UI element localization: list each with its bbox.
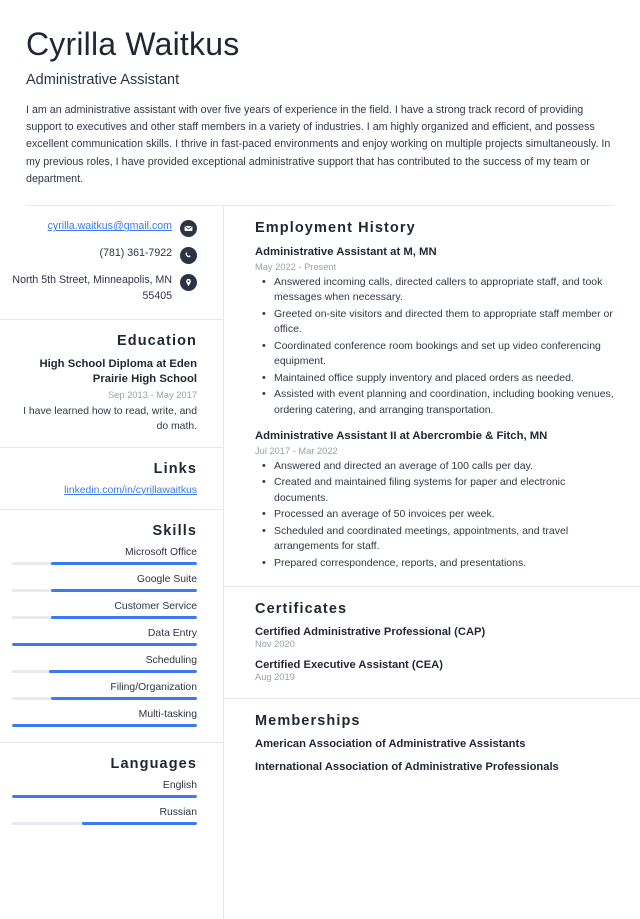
membership-item: American Association of Administrative Assistants [255, 738, 526, 751]
skill-meter-fill [12, 643, 197, 646]
skill-meter-track [12, 670, 197, 673]
language-item [12, 780, 197, 798]
skill-meter-track [12, 589, 197, 592]
contact-section [0, 206, 223, 320]
skill-item [12, 628, 197, 646]
skill-meter-track [12, 697, 197, 700]
address-value: North 5th Street, Minneapolis, MN 55405 [12, 274, 172, 302]
linkedin-link[interactable]: linkedin.com/in/cyrillawaitkus [64, 484, 197, 496]
education-date: Sep 2013 - May 2017 [108, 389, 197, 400]
employment-bullet: • Answered and directed an average of 100 calls per day. [255, 459, 620, 475]
phone-icon [180, 247, 197, 264]
education-heading: Education [117, 333, 197, 350]
education-section [0, 320, 223, 448]
skill-label: Microsoft Office [125, 546, 197, 558]
certificate-entry [255, 626, 620, 649]
certificate-title: Certified Administrative Professional (CAP) [255, 626, 486, 639]
employment-entry [255, 429, 620, 571]
employment-bullet: • Maintained office supply inventory and placed orders as needed. [255, 371, 620, 387]
envelope-icon [180, 220, 197, 237]
employment-bullet: • Processed an average of 50 invoices per week. [255, 507, 620, 523]
skill-meter-fill [49, 670, 197, 673]
employment-title: Administrative Assistant at M, MN [255, 246, 437, 259]
location-pin-icon [180, 274, 197, 291]
employment-bullet: • Scheduled and coordinated meetings, appointments, and travel arrangements for staff. [255, 524, 620, 555]
employment-bullet: • Answered incoming calls, directed callers to appropriate staff, and took messages when necessary. [255, 275, 620, 306]
page-title: Cyrilla Waitkus [26, 26, 240, 62]
education-description: I have learned how to read, write, and do math. [23, 405, 197, 432]
employment-date: Jul 2017 - Mar 2022 [255, 445, 338, 456]
links-heading: Links [153, 460, 197, 477]
language-label: Russian [159, 806, 197, 818]
employment-section [224, 206, 640, 587]
skill-meter-fill [12, 724, 197, 727]
skills-section [0, 510, 223, 743]
certificates-heading: Certificates [255, 601, 348, 618]
skill-item [12, 682, 197, 700]
skill-item [12, 709, 197, 727]
employment-heading: Employment History [255, 220, 416, 237]
education-title: High School Diploma at Eden Prairie High School [39, 358, 197, 386]
employment-entry [255, 245, 620, 418]
certificate-date: Nov 2020 [255, 639, 295, 650]
language-meter-fill [12, 795, 197, 798]
employment-bullet: • Created and maintained filing systems for paper and electronic documents. [255, 475, 620, 506]
skill-label: Filing/Organization [110, 681, 197, 693]
employment-title: Administrative Assistant II at Abercrombie & Fitch, MN [255, 430, 548, 443]
skill-meter-track [12, 643, 197, 646]
skill-meter-track [12, 724, 197, 727]
skill-item [12, 574, 197, 592]
certificates-list [255, 626, 620, 682]
language-item [12, 807, 197, 825]
skill-meter-fill [51, 697, 197, 700]
memberships-list [255, 738, 620, 773]
skill-meter-track [12, 616, 197, 619]
contact-row-email[interactable] [12, 219, 197, 237]
membership-item: International Association of Administrative Professionals [255, 761, 559, 774]
skill-item [12, 601, 197, 619]
email-value[interactable]: cyrilla.waitkus@gmail.com [47, 220, 172, 233]
employment-bullet-list [255, 275, 620, 419]
employment-bullet: • Coordinated conference room bookings and set up video conferencing equipment. [255, 339, 620, 370]
skill-meter-track [12, 562, 197, 565]
skill-label: Customer Service [114, 600, 197, 612]
languages-section [0, 743, 223, 840]
certificates-section [224, 587, 640, 699]
memberships-section [224, 699, 640, 919]
job-title: Administrative Assistant [26, 71, 180, 88]
certificate-entry [255, 659, 620, 682]
languages-list [12, 780, 197, 825]
skill-label: Google Suite [136, 573, 197, 585]
employment-bullet: • Prepared correspondence, reports, and presentations. [255, 556, 620, 572]
employment-bullet: • Greeted on-site visitors and directed them to appropriate staff member or office. [255, 307, 620, 338]
employment-list [255, 245, 620, 571]
skill-meter-fill [51, 562, 197, 565]
employment-date: May 2022 - Present [255, 261, 337, 272]
skill-item [12, 547, 197, 565]
memberships-heading: Memberships [255, 713, 361, 730]
language-meter-track [12, 822, 197, 825]
skill-label: Multi-tasking [138, 708, 197, 720]
skill-meter-fill [51, 616, 197, 619]
phone-value: (781) 361-7922 [99, 247, 172, 260]
contact-row-address [12, 273, 197, 304]
resume-header [0, 0, 640, 206]
professional-summary: I am an administrative assistant with over five years of experience in the field. I have a strong track record of providing support to executives and other staff members in a variety of industries. I am highly organized and efficient, and possess excellent communication skills. I thrive in fast-paced environments and enjoy working on multiple projects simultaneously. In my previous roles, I have provided exceptional administrative support that has contributed to the success of my team or department. [26, 103, 611, 186]
skills-list [12, 547, 197, 727]
contact-row-phone[interactable] [12, 246, 197, 264]
education-entry [12, 357, 197, 434]
links-section [0, 448, 223, 510]
certificate-title: Certified Executive Assistant (CEA) [255, 659, 443, 672]
skill-item [12, 655, 197, 673]
resume-body [0, 206, 640, 919]
employment-bullet: • Assisted with event planning and coordination, including booking venues, ordering catering, and arranging transportation. [255, 387, 620, 418]
certificate-date: Aug 2019 [255, 672, 295, 683]
language-meter-fill [82, 822, 197, 825]
skill-label: Data Entry [147, 627, 197, 639]
language-meter-track [12, 795, 197, 798]
skill-label: Scheduling [145, 654, 197, 666]
languages-heading: Languages [110, 755, 197, 772]
skill-meter-fill [51, 589, 197, 592]
main-column [224, 206, 640, 919]
employment-bullet-list [255, 459, 620, 572]
skills-heading: Skills [152, 522, 197, 539]
language-label: English [162, 779, 197, 791]
sidebar [0, 206, 224, 919]
